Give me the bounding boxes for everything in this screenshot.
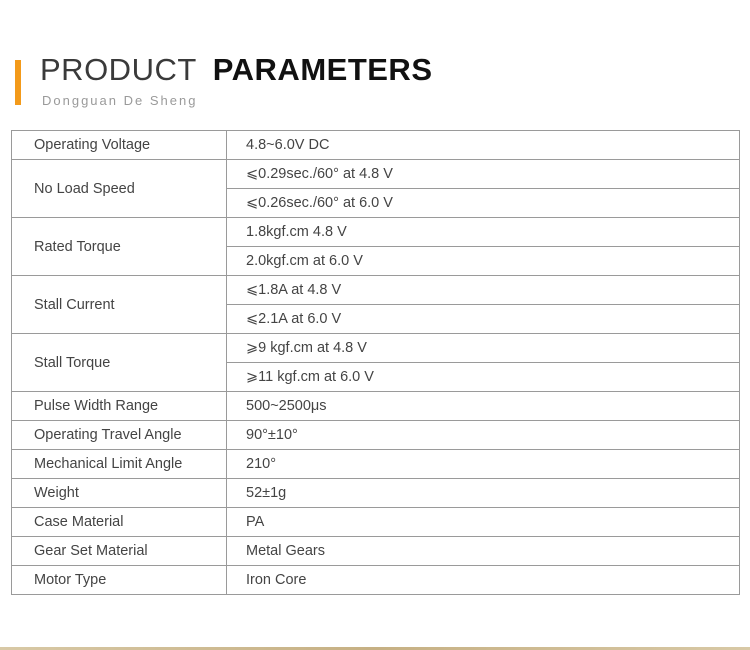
table-row — [12, 392, 740, 421]
param-value: ⩾9 kgf.cm at 4.8 V — [227, 334, 740, 363]
table-row — [12, 450, 740, 479]
param-name: Rated Torque — [12, 218, 227, 276]
param-value: 2.0kgf.cm at 6.0 V — [227, 247, 740, 276]
title-light: PRODUCT — [40, 52, 197, 87]
param-value: ⩽0.26sec./60° at 6.0 V — [227, 189, 740, 218]
param-value: 500~2500μs — [227, 392, 740, 421]
param-name: Motor Type — [12, 566, 227, 595]
company-subtitle: Dongguan De Sheng — [42, 93, 198, 108]
header — [0, 0, 750, 120]
page-title — [40, 52, 433, 88]
param-value: ⩾11 kgf.cm at 6.0 V — [227, 363, 740, 392]
param-name: Stall Current — [12, 276, 227, 334]
table-row — [12, 160, 740, 189]
param-name: Operating Voltage — [12, 131, 227, 160]
param-value: 1.8kgf.cm 4.8 V — [227, 218, 740, 247]
param-value: ⩽2.1A at 6.0 V — [227, 305, 740, 334]
table-row — [12, 334, 740, 363]
param-name: Stall Torque — [12, 334, 227, 392]
accent-bar — [15, 60, 21, 105]
table-row — [12, 276, 740, 305]
param-value: Metal Gears — [227, 537, 740, 566]
param-name: Operating Travel Angle — [12, 421, 227, 450]
table-row — [12, 421, 740, 450]
param-name: Case Material — [12, 508, 227, 537]
param-name: Mechanical Limit Angle — [12, 450, 227, 479]
param-value: ⩽1.8A at 4.8 V — [227, 276, 740, 305]
table-row — [12, 566, 740, 595]
param-value: ⩽0.29sec./60° at 4.8 V — [227, 160, 740, 189]
param-name: No Load Speed — [12, 160, 227, 218]
table-row — [12, 508, 740, 537]
param-value: Iron Core — [227, 566, 740, 595]
param-value: 52±1g — [227, 479, 740, 508]
param-value: 4.8~6.0V DC — [227, 131, 740, 160]
table-row — [12, 479, 740, 508]
param-value: PA — [227, 508, 740, 537]
table-row — [12, 218, 740, 247]
param-value: 90°±10° — [227, 421, 740, 450]
table-row — [12, 537, 740, 566]
param-value: 210° — [227, 450, 740, 479]
parameters-table — [11, 130, 740, 595]
param-name: Pulse Width Range — [12, 392, 227, 421]
table-row — [12, 131, 740, 160]
param-name: Weight — [12, 479, 227, 508]
title-bold: PARAMETERS — [212, 52, 433, 87]
param-name: Gear Set Material — [12, 537, 227, 566]
